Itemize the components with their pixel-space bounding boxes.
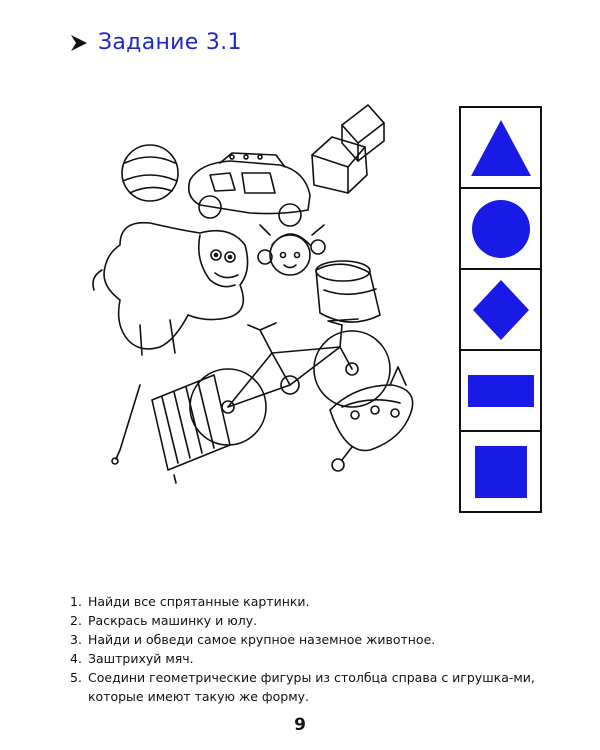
- task-text: Заштрихуй мяч.: [88, 651, 194, 666]
- hidden-pictures-illustration: [80, 85, 430, 495]
- bucket-drawing: [316, 261, 380, 322]
- cube-drawing: [342, 105, 384, 161]
- shape-cell-diamond: [459, 268, 542, 349]
- shapes-column: [459, 106, 542, 513]
- task-number: 2.: [70, 613, 82, 628]
- task-text: Раскрась машинку и юлу.: [88, 613, 258, 628]
- shape-cell-square: [459, 430, 542, 513]
- triangle-shape: [469, 116, 533, 180]
- task-number: 1.: [70, 594, 82, 609]
- ball-drawing: [122, 145, 178, 201]
- doll-drawing: [258, 225, 325, 275]
- elephant-drawing: [93, 223, 248, 355]
- shape-cell-rectangle: [459, 349, 542, 430]
- task-list: [70, 592, 550, 706]
- shape-cell-circle: [459, 187, 542, 268]
- spinning-top-drawing: [330, 367, 413, 471]
- shape-cell-triangle: [459, 106, 542, 187]
- diamond-shape: [469, 278, 533, 342]
- task-item: [70, 649, 550, 668]
- page-number: 9: [294, 715, 306, 735]
- task-number: 3.: [70, 632, 82, 647]
- task-item: [70, 668, 550, 706]
- circle-shape: [469, 197, 533, 261]
- task-number: 5.: [70, 670, 82, 685]
- rectangle-shape: [468, 371, 534, 411]
- toy-car-drawing: [189, 153, 310, 226]
- task-title: Задание 3.1: [98, 30, 242, 55]
- bicycle-drawing: [190, 319, 390, 445]
- task-item: [70, 611, 550, 630]
- task-item: [70, 630, 550, 649]
- xylophone-drawing: [112, 375, 230, 483]
- task-text: Найди и обведи самое крупное наземное животное.: [88, 632, 436, 647]
- task-header: [68, 30, 242, 55]
- task-text: Найди все спрятанные картинки.: [88, 594, 310, 609]
- task-text: Соедини геометрические фигуры из столбца справа с игрушка-ми, которые имеют такую же форму.: [88, 670, 535, 704]
- square-shape: [473, 444, 529, 500]
- task-number: 4.: [70, 651, 82, 666]
- task-item: [70, 592, 550, 611]
- block-drawing: [312, 137, 367, 193]
- arrowhead-icon: [68, 32, 90, 54]
